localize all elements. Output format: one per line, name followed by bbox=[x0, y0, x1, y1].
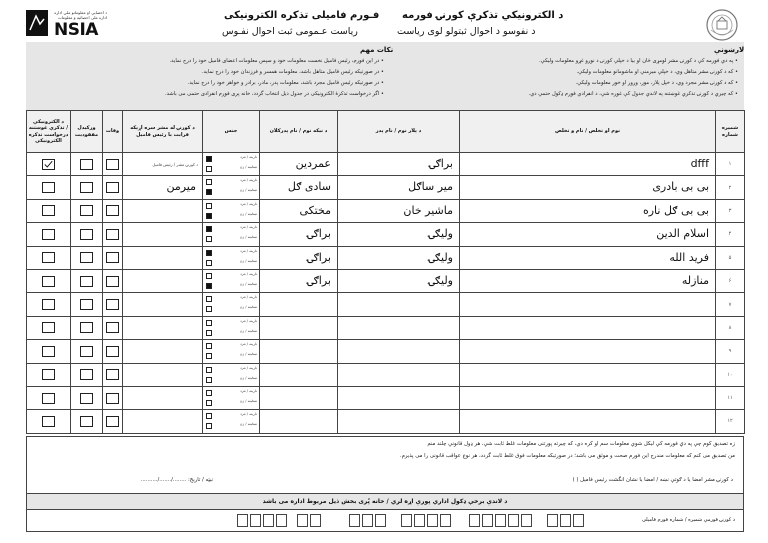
request-checkbox[interactable] bbox=[42, 229, 55, 240]
lost-checkbox[interactable] bbox=[80, 182, 93, 193]
declaration-pashto: زه تصدیق کوم چې په دې فورمه کې لیکل شوي معلومات سم او کره دي، که چیرته پورتنی معلومات غلط ثابت شي، هر ډول قانوني چلند منم bbox=[427, 441, 735, 447]
deceased-checkbox[interactable] bbox=[106, 416, 119, 427]
gender-female-label: ښځینه / زن bbox=[239, 398, 257, 403]
row-number: ۹ bbox=[716, 340, 745, 363]
request-cell bbox=[27, 340, 71, 363]
form-number-digit-box[interactable] bbox=[440, 514, 451, 527]
form-number-digit-box[interactable] bbox=[401, 514, 412, 527]
lost-cell bbox=[71, 176, 103, 199]
gender-male-label: نارینه / مرد bbox=[240, 388, 257, 393]
row-number: ۳ bbox=[716, 199, 745, 222]
grandfather-name-cell[interactable] bbox=[260, 316, 338, 339]
gender-female-checkbox[interactable] bbox=[206, 166, 212, 172]
table-row bbox=[27, 386, 745, 409]
grandfather-name-cell[interactable] bbox=[260, 269, 338, 292]
relation-cell[interactable] bbox=[123, 246, 203, 269]
form-number-digit-box[interactable] bbox=[482, 514, 493, 527]
table-row bbox=[27, 293, 745, 316]
gender-female-label: ښځینه / زن bbox=[239, 165, 257, 169]
form-number-digit-box[interactable] bbox=[250, 514, 261, 527]
gender-cell bbox=[203, 223, 260, 246]
form-number-digit-box[interactable] bbox=[521, 514, 532, 527]
lost-checkbox[interactable] bbox=[80, 322, 93, 333]
table-row bbox=[27, 363, 745, 386]
relation-cell[interactable] bbox=[123, 153, 203, 176]
request-checkbox[interactable] bbox=[42, 182, 55, 193]
member-name-value: dfff bbox=[690, 157, 709, 170]
father-name-cell[interactable] bbox=[338, 153, 460, 176]
relation-cell[interactable] bbox=[123, 316, 203, 339]
deceased-cell bbox=[103, 269, 123, 292]
gender-cell bbox=[203, 316, 260, 339]
request-checkbox[interactable] bbox=[42, 369, 55, 380]
father-name-value: ولیګۍ bbox=[428, 227, 453, 241]
header-grandfather: د نیکه نوم / نام پدرکلان bbox=[260, 111, 338, 153]
gender-female-label: ښځینه / زن bbox=[239, 352, 257, 357]
lost-cell bbox=[71, 363, 103, 386]
table-row bbox=[27, 316, 745, 339]
relation-value: میرمن bbox=[166, 180, 196, 194]
header-deceased: وفات bbox=[103, 111, 123, 153]
gender-cell bbox=[203, 410, 260, 433]
gender-male-checkbox[interactable] bbox=[206, 296, 212, 302]
relation-cell[interactable] bbox=[123, 363, 203, 386]
instruction-pashto-line: • په دې فورمه کې د کورنۍ مشر لومړی ځان او بیا د خپلې کورنۍ د نورو غړو معلومات ولیکي. bbox=[538, 58, 738, 64]
gender-male-checkbox[interactable] bbox=[206, 250, 212, 256]
row-number: ۱ bbox=[716, 153, 745, 176]
gender-cell bbox=[203, 199, 260, 222]
family-members-table bbox=[26, 110, 745, 434]
header-name: نوم او تخلص / نام و تخلص bbox=[460, 111, 716, 153]
gender-female-checkbox[interactable] bbox=[206, 330, 212, 336]
father-name-cell[interactable] bbox=[338, 410, 460, 433]
form-number-digit-box[interactable] bbox=[349, 514, 360, 527]
declaration-section bbox=[26, 436, 744, 494]
office-use-title: د لاندې برخې ډکول اداري پورې اړه لري / خانه پُری بخش ذیل مربوط اداره می باشد bbox=[262, 498, 508, 505]
gender-female-checkbox[interactable] bbox=[206, 236, 212, 242]
deceased-checkbox[interactable] bbox=[106, 299, 119, 310]
grandfather-name-cell[interactable] bbox=[260, 246, 338, 269]
lost-cell bbox=[71, 340, 103, 363]
form-number-digit-box[interactable] bbox=[237, 514, 248, 527]
father-name-value: میر ساګل bbox=[408, 180, 453, 194]
header-request: د الکترونیکي تذکرې غوښتنه / درخواست تذکره الکترونیکی bbox=[27, 111, 71, 153]
header-lost: ورکیدل مفقودیت bbox=[71, 111, 103, 153]
lost-checkbox[interactable] bbox=[80, 346, 93, 357]
lost-checkbox[interactable] bbox=[80, 369, 93, 380]
gender-cell bbox=[203, 246, 260, 269]
grandfather-name-cell[interactable] bbox=[260, 153, 338, 176]
grandfather-name-cell[interactable] bbox=[260, 199, 338, 222]
row-number: ۴ bbox=[716, 223, 745, 246]
member-name-value: منازله bbox=[681, 273, 709, 287]
deceased-cell bbox=[103, 246, 123, 269]
header-gender: جنس bbox=[203, 111, 260, 153]
gender-cell bbox=[203, 153, 260, 176]
relation-cell[interactable] bbox=[123, 410, 203, 433]
gender-male-label: نارینه / مرد bbox=[240, 342, 257, 347]
signature-field[interactable]: د کورنۍ مشر امضا یا د ګوتې نښه / امضا یا نشان انگشت رئیس فامیل ( ) bbox=[572, 477, 733, 483]
gender-male-checkbox[interactable] bbox=[206, 343, 212, 349]
request-cell bbox=[27, 153, 71, 176]
father-name-cell[interactable] bbox=[338, 246, 460, 269]
deceased-checkbox[interactable] bbox=[106, 205, 119, 216]
gender-female-label: ښځینه / زن bbox=[239, 235, 257, 240]
gender-cell bbox=[203, 176, 260, 199]
lost-checkbox[interactable] bbox=[80, 416, 93, 427]
gender-male-label: نارینه / مرد bbox=[240, 248, 257, 253]
gender-female-label: ښځینه / زن bbox=[239, 422, 257, 427]
father-name-cell[interactable] bbox=[338, 363, 460, 386]
request-cell bbox=[27, 316, 71, 339]
gender-male-label: نارینه / مرد bbox=[240, 225, 257, 230]
grandfather-name-value: مختکی bbox=[299, 203, 331, 217]
deceased-checkbox[interactable] bbox=[106, 252, 119, 263]
lost-cell bbox=[71, 246, 103, 269]
form-subtitle-pashto: د نفوسو د احوال ثبتولو لوی ریاست bbox=[397, 26, 536, 37]
relation-cell[interactable] bbox=[123, 386, 203, 409]
gender-male-checkbox[interactable] bbox=[206, 413, 212, 419]
table-row bbox=[27, 410, 745, 433]
lost-cell bbox=[71, 386, 103, 409]
member-name-cell[interactable] bbox=[460, 153, 716, 176]
gender-male-checkbox[interactable] bbox=[206, 156, 212, 162]
form-title-pashto: د الکترونیکي تذکرې کورنۍ فورمه bbox=[402, 10, 564, 21]
gender-male-label: نارینه / مرد bbox=[240, 201, 257, 206]
request-checkbox[interactable] bbox=[42, 252, 55, 263]
form-subtitle-dari: ریاست عـمومی ثبت احوال نفـوس bbox=[222, 26, 358, 37]
member-name-cell[interactable] bbox=[460, 246, 716, 269]
grandfather-name-cell[interactable] bbox=[260, 176, 338, 199]
request-checkbox[interactable] bbox=[42, 205, 55, 216]
lost-cell bbox=[71, 223, 103, 246]
father-name-value: براګۍ bbox=[429, 157, 453, 170]
lost-checkbox[interactable] bbox=[80, 159, 93, 170]
deceased-checkbox[interactable] bbox=[106, 229, 119, 240]
father-name-cell[interactable] bbox=[338, 269, 460, 292]
gender-cell bbox=[203, 386, 260, 409]
gender-male-label: نارینه / مرد bbox=[240, 295, 257, 300]
relation-cell[interactable] bbox=[123, 223, 203, 246]
afghanistan-emblem-icon bbox=[705, 8, 739, 42]
gender-cell bbox=[203, 293, 260, 316]
member-name-cell[interactable] bbox=[460, 316, 716, 339]
table-row bbox=[27, 340, 745, 363]
grandfather-name-value: براګۍ bbox=[307, 273, 331, 287]
table-row bbox=[27, 153, 745, 176]
grandfather-name-value: سادی ګل bbox=[287, 180, 331, 194]
form-number-digit-box[interactable] bbox=[362, 514, 373, 527]
gender-female-checkbox[interactable] bbox=[206, 189, 212, 195]
nsia-logo bbox=[26, 10, 106, 40]
deceased-checkbox[interactable] bbox=[106, 182, 119, 193]
member-name-cell[interactable] bbox=[460, 269, 716, 292]
gender-male-label: نارینه / مرد bbox=[240, 271, 257, 276]
gender-female-checkbox[interactable] bbox=[206, 283, 212, 289]
deceased-cell bbox=[103, 176, 123, 199]
father-name-cell[interactable] bbox=[338, 340, 460, 363]
member-name-cell[interactable] bbox=[460, 363, 716, 386]
request-checkbox[interactable] bbox=[42, 276, 55, 287]
row-number: ۱۰ bbox=[716, 363, 745, 386]
row-number: ۱۱ bbox=[716, 386, 745, 409]
father-name-cell[interactable] bbox=[338, 386, 460, 409]
request-cell bbox=[27, 410, 71, 433]
table-body bbox=[27, 153, 745, 434]
gender-male-checkbox[interactable] bbox=[206, 367, 212, 373]
form-number-digit-box[interactable] bbox=[469, 514, 480, 527]
table-header-row bbox=[27, 111, 745, 153]
table-row bbox=[27, 223, 745, 246]
deceased-checkbox[interactable] bbox=[106, 369, 119, 380]
father-name-cell[interactable] bbox=[338, 199, 460, 222]
grandfather-name-value: براګۍ bbox=[307, 250, 331, 264]
request-cell bbox=[27, 176, 71, 199]
row-number: ۱۲ bbox=[716, 410, 745, 433]
form-number-digit-box[interactable] bbox=[414, 514, 425, 527]
member-name-cell[interactable] bbox=[460, 340, 716, 363]
instruction-dari-line: • در صورتیکه رئیس فامیل مجرد باشد، معلومات پدر، مادر، برادر و خواهر خود را درج نماید. bbox=[187, 80, 384, 86]
table-row bbox=[27, 176, 745, 199]
request-checkbox[interactable] bbox=[42, 416, 55, 427]
member-name-cell[interactable] bbox=[460, 293, 716, 316]
grandfather-name-cell[interactable] bbox=[260, 340, 338, 363]
office-use-row bbox=[26, 510, 744, 532]
instruction-pashto-line: • که د کورنۍ مشر مجرد وي، د خپل پلار، مور، ورور او خور معلومات ولیکي. bbox=[575, 80, 738, 86]
row-number: ۸ bbox=[716, 316, 745, 339]
deceased-cell bbox=[103, 316, 123, 339]
gender-male-checkbox[interactable] bbox=[206, 390, 212, 396]
instruction-dari-line: • اگر درخواست تذکرۀ الکترونیکی در جدول ذیل انتخاب گردد، خانه پری فورم انفرادی حتمی می باشد. bbox=[164, 91, 384, 97]
header-number: شمیره شماره bbox=[716, 111, 745, 153]
gender-female-checkbox[interactable] bbox=[206, 377, 212, 383]
gender-male-label: نارینه / مرد bbox=[240, 365, 257, 370]
nsia-logo-text: NSIA bbox=[54, 20, 98, 40]
request-checkbox[interactable] bbox=[42, 299, 55, 310]
lost-checkbox[interactable] bbox=[80, 299, 93, 310]
gender-female-checkbox[interactable] bbox=[206, 400, 212, 406]
father-name-value: ولیګۍ bbox=[428, 273, 453, 287]
instruction-pashto-line: • که چیرې د کورنۍ تذکرې غوښتنه په لاندې جدول کې غوره شي، د انفرادي فورم ډکول حتمي دي. bbox=[528, 91, 738, 97]
table-row bbox=[27, 269, 745, 292]
form-number-digit-box[interactable] bbox=[297, 514, 308, 527]
form-number-digit-box[interactable] bbox=[573, 514, 584, 527]
request-cell bbox=[27, 293, 71, 316]
relation-cell[interactable] bbox=[123, 340, 203, 363]
gender-female-label: ښځینه / زن bbox=[239, 328, 257, 333]
gender-female-label: ښځینه / زن bbox=[239, 281, 257, 286]
grandfather-name-cell[interactable] bbox=[260, 386, 338, 409]
request-checkbox[interactable] bbox=[42, 346, 55, 357]
gender-female-checkbox[interactable] bbox=[206, 213, 212, 219]
father-name-cell[interactable] bbox=[338, 176, 460, 199]
gender-female-checkbox[interactable] bbox=[206, 423, 212, 429]
gender-male-label: نارینه / مرد bbox=[240, 318, 257, 323]
form-number-digit-box[interactable] bbox=[263, 514, 274, 527]
lost-checkbox[interactable] bbox=[80, 205, 93, 216]
gender-male-label: نارینه / مرد bbox=[240, 155, 257, 159]
father-name-cell[interactable] bbox=[338, 293, 460, 316]
instructions-heading-pashto: لارښونې bbox=[714, 46, 745, 54]
nsia-logo-caption: د احصایې او معلوماتو ملي اداره اداره ملی احصائیه و معلومات bbox=[54, 10, 107, 20]
deceased-cell bbox=[103, 153, 123, 176]
request-checkbox[interactable] bbox=[42, 322, 55, 333]
request-checkbox[interactable] bbox=[42, 393, 55, 404]
gender-female-label: ښځینه / زن bbox=[239, 211, 257, 216]
father-name-value: ماشیر خان bbox=[403, 203, 453, 217]
form-title-dari: فـورم فامیلی تذکره الکترونیکی bbox=[224, 10, 380, 21]
gender-cell bbox=[203, 363, 260, 386]
deceased-cell bbox=[103, 223, 123, 246]
row-number: ۲ bbox=[716, 176, 745, 199]
table-row bbox=[27, 246, 745, 269]
nsia-logo-mark bbox=[26, 10, 48, 36]
row-number: ۵ bbox=[716, 246, 745, 269]
table-row bbox=[27, 199, 745, 222]
form-number-digit-box[interactable] bbox=[427, 514, 438, 527]
instruction-pashto-line: • که د کورنۍ مشر متاهل وي، د خپلې میرمنې او ماشومانو معلومات ولیکي. bbox=[576, 69, 738, 75]
member-name-cell[interactable] bbox=[460, 386, 716, 409]
lost-cell bbox=[71, 293, 103, 316]
gender-male-label: نارینه / مرد bbox=[240, 178, 257, 183]
gender-male-checkbox[interactable] bbox=[206, 226, 212, 232]
form-number-label: د کورنۍ فورمې شمیره / شماره فورم فامیلی bbox=[642, 517, 735, 523]
deceased-cell bbox=[103, 340, 123, 363]
lost-cell bbox=[71, 410, 103, 433]
gender-female-checkbox[interactable] bbox=[206, 260, 212, 266]
head-of-family-note: د کورنۍ مشر / رئیس فامیل bbox=[152, 162, 198, 167]
lost-checkbox[interactable] bbox=[80, 252, 93, 263]
member-name-value: فرید الله bbox=[669, 250, 709, 264]
header-father: د پلار نوم / نام پدر bbox=[338, 111, 460, 153]
relation-cell[interactable] bbox=[123, 176, 203, 199]
grandfather-name-value: عمردین bbox=[295, 157, 331, 170]
grandfather-name-cell[interactable] bbox=[260, 410, 338, 433]
request-checkbox-checked[interactable] bbox=[42, 159, 55, 170]
request-cell bbox=[27, 386, 71, 409]
deceased-checkbox[interactable] bbox=[106, 159, 119, 170]
lost-cell bbox=[71, 316, 103, 339]
request-cell bbox=[27, 246, 71, 269]
gender-female-label: ښځینه / زن bbox=[239, 305, 257, 310]
lost-cell bbox=[71, 153, 103, 176]
gender-cell bbox=[203, 269, 260, 292]
relation-cell[interactable] bbox=[123, 269, 203, 292]
member-name-cell[interactable] bbox=[460, 223, 716, 246]
lost-checkbox[interactable] bbox=[80, 276, 93, 287]
form-number-digit-box[interactable] bbox=[547, 514, 558, 527]
header-relation: د کورنۍ له مشر سره اړیکه قرابت با رئیس فامیل bbox=[123, 111, 203, 153]
father-name-value: ولیګۍ bbox=[428, 250, 453, 264]
gender-male-checkbox[interactable] bbox=[206, 273, 212, 279]
member-name-value: بی بی بادری bbox=[652, 180, 709, 194]
member-name-cell[interactable] bbox=[460, 199, 716, 222]
lost-cell bbox=[71, 269, 103, 292]
deceased-cell bbox=[103, 386, 123, 409]
date-field[interactable]: نیټه / تاریخ: ......../......./.......... bbox=[140, 477, 213, 483]
grandfather-name-cell[interactable] bbox=[260, 223, 338, 246]
member-name-cell[interactable] bbox=[460, 410, 716, 433]
row-number: ۷ bbox=[716, 293, 745, 316]
form-number-digit-box[interactable] bbox=[560, 514, 571, 527]
member-name-value: اسلام الدین bbox=[656, 227, 709, 241]
deceased-cell bbox=[103, 293, 123, 316]
lost-checkbox[interactable] bbox=[80, 393, 93, 404]
office-use-bar bbox=[26, 494, 744, 510]
gender-female-checkbox[interactable] bbox=[206, 353, 212, 359]
deceased-cell bbox=[103, 199, 123, 222]
father-name-cell[interactable] bbox=[338, 316, 460, 339]
gender-cell bbox=[203, 340, 260, 363]
instruction-dari-line: • در صورتیکه رئیس فامیل متاهل باشد، معلومات همسر و فرزندان خود را درج نماید. bbox=[201, 69, 384, 75]
request-cell bbox=[27, 269, 71, 292]
gender-female-label: ښځینه / زن bbox=[239, 188, 257, 193]
instruction-dari-line: • در این فورم، رئیس فامیل نخست معلومات خود و سپس معلومات اعضای فامیل خود را درج نماید. bbox=[169, 58, 384, 64]
request-cell bbox=[27, 363, 71, 386]
deceased-checkbox[interactable] bbox=[106, 393, 119, 404]
gender-female-label: ښځینه / زن bbox=[239, 258, 257, 263]
lost-checkbox[interactable] bbox=[80, 229, 93, 240]
form-number-digit-box[interactable] bbox=[375, 514, 386, 527]
form-number-digit-box[interactable] bbox=[310, 514, 321, 527]
relation-cell[interactable] bbox=[123, 199, 203, 222]
gender-female-checkbox[interactable] bbox=[206, 306, 212, 312]
instructions-heading-dari: نکات مهم bbox=[360, 46, 394, 54]
member-name-cell[interactable] bbox=[460, 176, 716, 199]
gender-male-label: نارینه / مرد bbox=[240, 412, 257, 417]
deceased-cell bbox=[103, 363, 123, 386]
declaration-dari: من تصدیق می کنم که معلومات مندرج این فورم صحت و موثق می باشد؛ در صورتیکه معلومات فوق غلط ثابت گردد، هر نوع عواقب قانونی را می پذیرم. bbox=[399, 453, 735, 459]
deceased-checkbox[interactable] bbox=[106, 346, 119, 357]
father-name-cell[interactable] bbox=[338, 223, 460, 246]
gender-male-checkbox[interactable] bbox=[206, 179, 212, 185]
form-number-digit-box[interactable] bbox=[276, 514, 287, 527]
gender-male-checkbox[interactable] bbox=[206, 203, 212, 209]
deceased-checkbox[interactable] bbox=[106, 322, 119, 333]
row-number: ۶ bbox=[716, 269, 745, 292]
form-number-digit-box[interactable] bbox=[508, 514, 519, 527]
gender-male-checkbox[interactable] bbox=[206, 320, 212, 326]
lost-cell bbox=[71, 199, 103, 222]
grandfather-name-value: براګۍ bbox=[307, 227, 331, 241]
deceased-checkbox[interactable] bbox=[106, 276, 119, 287]
grandfather-name-cell[interactable] bbox=[260, 363, 338, 386]
request-cell bbox=[27, 199, 71, 222]
grandfather-name-cell[interactable] bbox=[260, 293, 338, 316]
request-cell bbox=[27, 223, 71, 246]
form-number-digit-box[interactable] bbox=[495, 514, 506, 527]
relation-cell[interactable] bbox=[123, 293, 203, 316]
member-name-value: بی بی ګل ناره bbox=[642, 203, 709, 217]
gender-female-label: ښځینه / زن bbox=[239, 375, 257, 380]
deceased-cell bbox=[103, 410, 123, 433]
